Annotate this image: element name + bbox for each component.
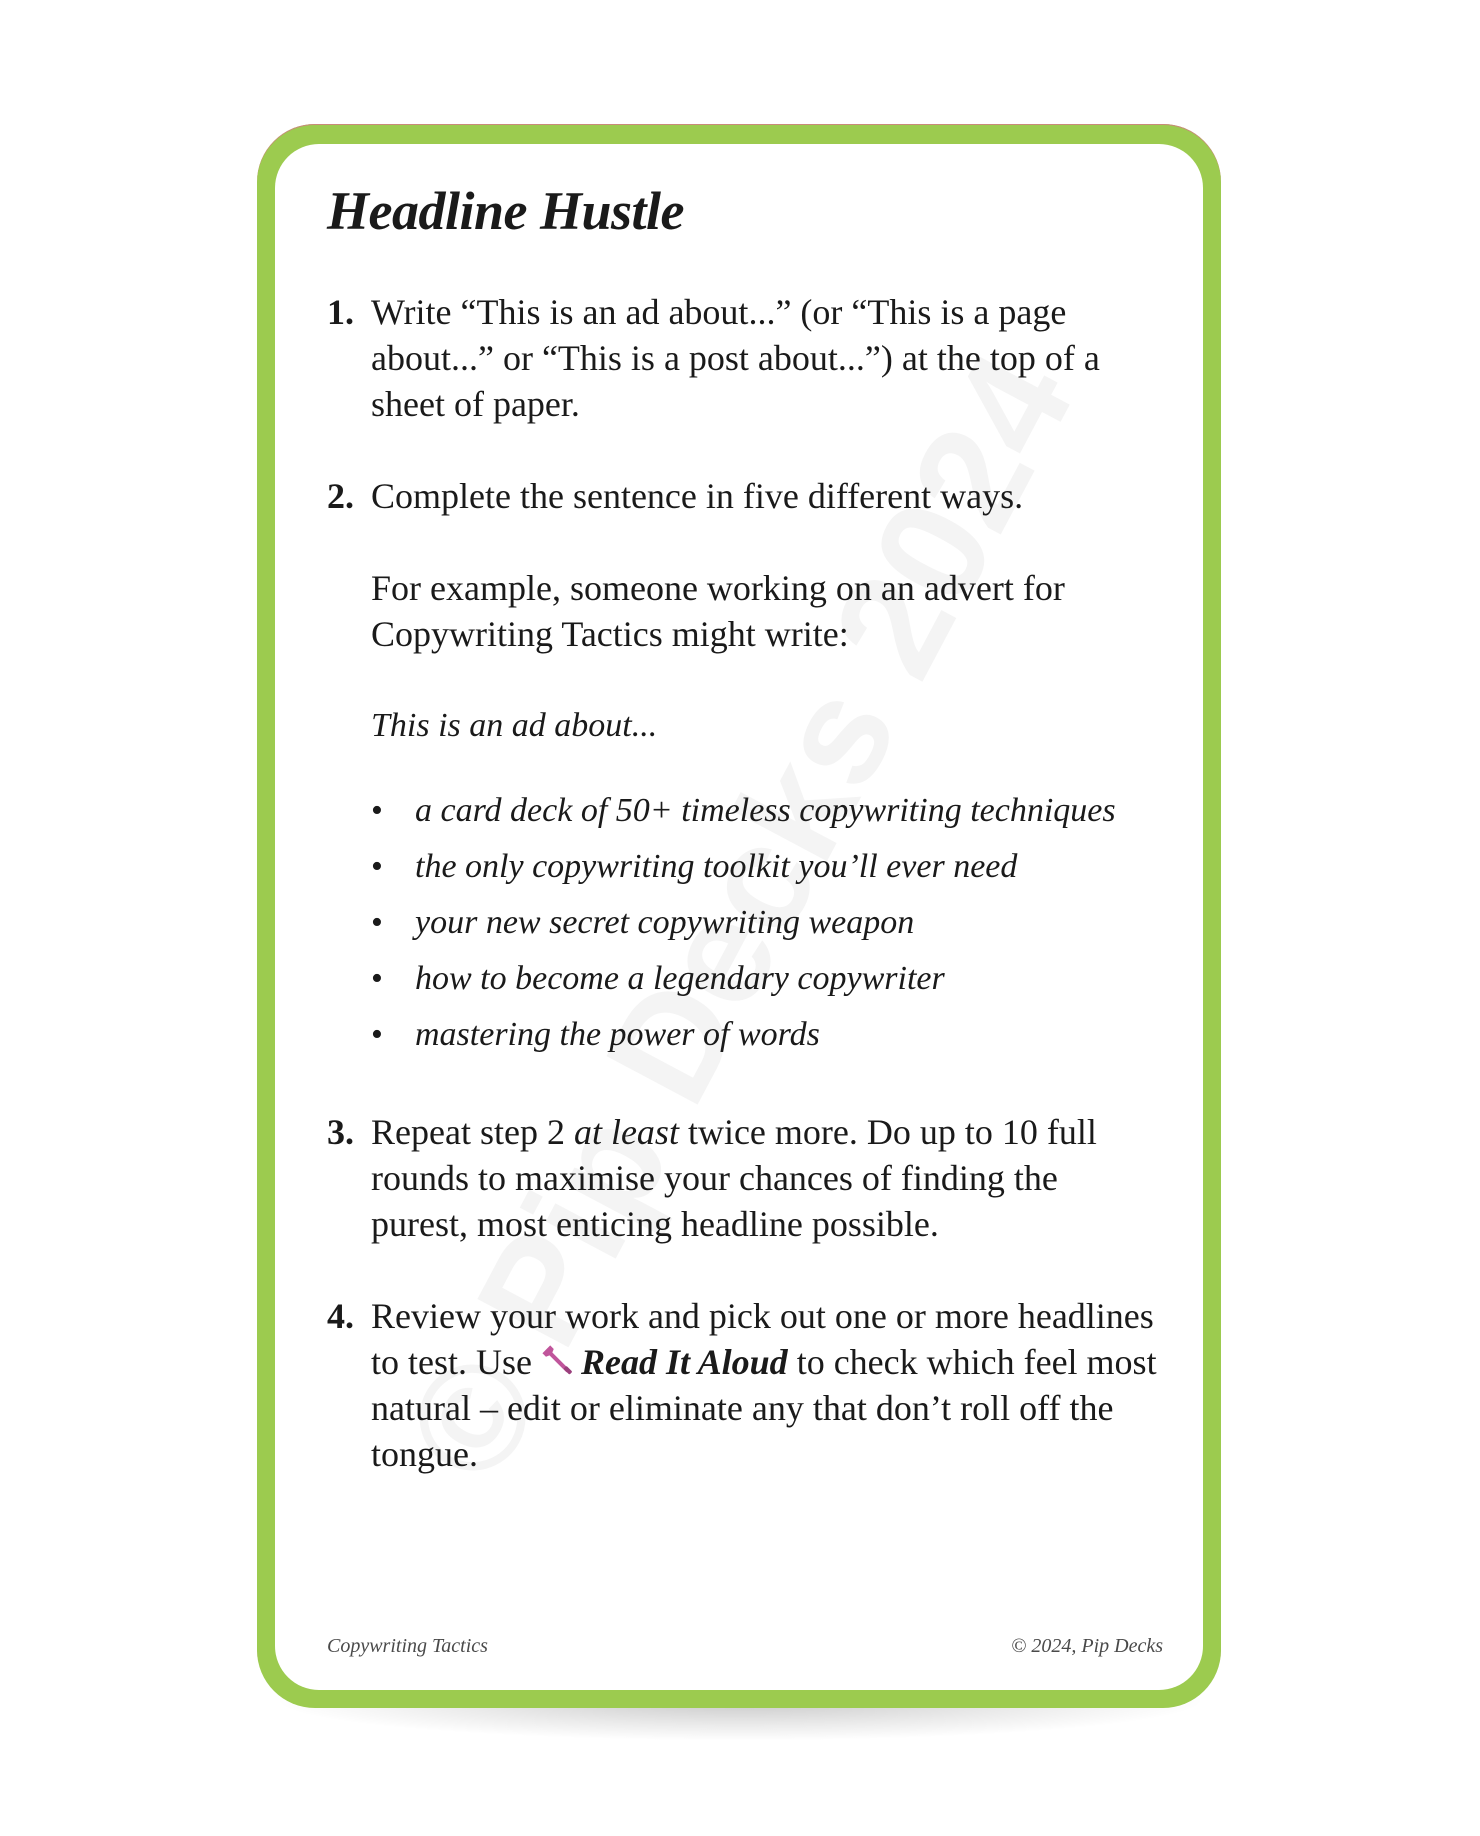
- step-body: [371, 473, 1163, 1063]
- card-footer: [327, 1635, 1163, 1658]
- example-item: your new secret copywriting weapon: [415, 904, 915, 942]
- footer-deck-name: Copywriting Tactics: [327, 1635, 488, 1657]
- footer-copyright: © 2024, Pip Decks: [1011, 1635, 1163, 1657]
- step-1: [327, 289, 1163, 427]
- bullet-icon: •: [371, 792, 383, 830]
- step-text: Complete the sentence in five different ways.: [371, 476, 1024, 517]
- list-item: [371, 839, 1163, 895]
- step-text-before: Repeat step 2: [371, 1112, 574, 1153]
- step-text: Write “This is an ad about...” (or “This is a page about...” or “This is a post about...”) at the top of a sheet of paper.: [371, 292, 1100, 425]
- bullet-icon: •: [371, 960, 383, 998]
- step-2: [327, 473, 1163, 1063]
- step-body: [371, 1293, 1163, 1477]
- example-item: a card deck of 50+ timeless copywriting techniques: [415, 792, 1116, 830]
- step-text: [371, 1109, 1163, 1247]
- step-number: 1.: [327, 292, 354, 333]
- step-text-before: Review your work and pick out one or more headlines to test. Use: [371, 1296, 1154, 1383]
- list-item: [371, 1007, 1163, 1063]
- list-item: [371, 783, 1163, 839]
- tool-reference: Read It Aloud: [580, 1342, 788, 1383]
- example-intro: This is an ad about...: [371, 707, 658, 745]
- step-text: [371, 1293, 1163, 1477]
- step-body: [371, 289, 1163, 427]
- card-face: [275, 144, 1203, 1690]
- bullet-icon: •: [371, 848, 383, 886]
- step-3: [327, 1109, 1163, 1247]
- list-item: [371, 951, 1163, 1007]
- step-number: 4.: [327, 1296, 354, 1337]
- example-text: For example, someone working on an advert for Copywriting Tactics might write:: [371, 568, 1065, 655]
- step-body: [371, 1109, 1163, 1247]
- bullet-icon: •: [371, 1016, 383, 1054]
- step-4: [327, 1293, 1163, 1477]
- list-item: [371, 895, 1163, 951]
- card-title: Headline Hustle: [327, 181, 684, 241]
- step-text-after: twice more. Do up to 10 full rounds to maximise your chances of finding the purest, most enticing headline possible.: [371, 1112, 1097, 1245]
- example-item: how to become a legendary copywriter: [415, 960, 945, 998]
- example-item: the only copywriting toolkit you’ll ever need: [415, 848, 1018, 886]
- step-text-after: to check which feel most natural – edit or eliminate any that don’t roll off the tongue.: [371, 1342, 1157, 1475]
- step-number: 3.: [327, 1112, 354, 1153]
- tactic-card: [257, 124, 1221, 1708]
- example-list: [371, 783, 1163, 1063]
- bullet-icon: •: [371, 904, 383, 942]
- step-emphasis: at least: [573, 1112, 679, 1153]
- card-content: [327, 182, 1163, 1523]
- example-item: mastering the power of words: [415, 1016, 820, 1054]
- step-number: 2.: [327, 476, 354, 517]
- wrench-icon: [541, 1344, 575, 1378]
